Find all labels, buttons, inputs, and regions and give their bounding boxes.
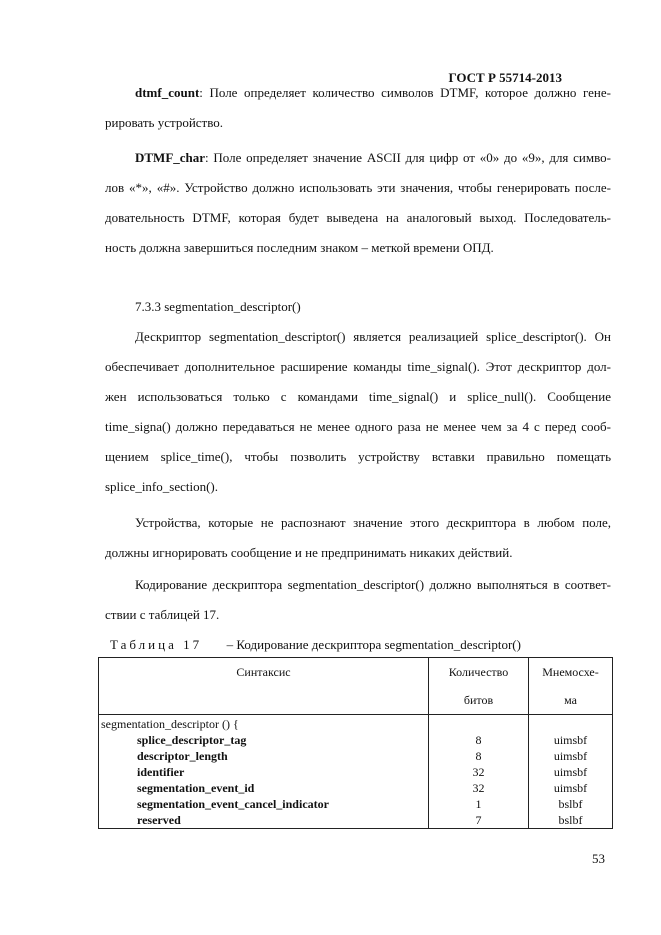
page-number: 53 <box>592 851 605 866</box>
bits-cell: 7 <box>475 813 482 827</box>
paragraph-dtmf-char <box>105 143 611 263</box>
paragraph-line: Дескриптор segmentation_descriptor() является реализацией splice_descriptor(). Он <box>135 329 611 344</box>
document-id-header: ГОСТ Р 55714-2013 <box>448 70 562 85</box>
paragraph-line: щением splice_time(), чтобы позволить устройству вставки правильно помещать <box>105 449 611 464</box>
bits-cell: 8 <box>475 733 482 747</box>
table-caption <box>110 637 521 653</box>
paragraph-line: ствии с таблицей 17. <box>105 607 220 622</box>
paragraph-line: time_signa() должно передаваться не менее одного раза не менее чем за 4 с перед сооб- <box>105 419 611 434</box>
bits-cell: 32 <box>472 781 485 795</box>
bits-cell: 8 <box>475 749 482 763</box>
table-row <box>99 715 613 829</box>
mnemonic-cell: uimsbf <box>553 781 588 795</box>
syntax-cell: descriptor_length <box>137 749 228 763</box>
section-heading <box>105 292 611 322</box>
paragraph-line: рировать устройство. <box>105 115 224 130</box>
table-caption-text: – Кодирование дескриптора segmentation_descriptor() <box>226 637 521 652</box>
paragraph-line: splice_info_section(). <box>105 479 218 494</box>
table-caption-label: Таблица 17 <box>110 637 203 652</box>
header-bits: Количество битов <box>429 658 529 715</box>
bits-cell: 32 <box>472 765 485 779</box>
syntax-cell: segmentation_event_cancel_indicator <box>137 797 329 811</box>
paragraph-line: Устройства, которые не распознают значение этого дескриптора в любом поле, <box>135 515 611 530</box>
mnemonic-cell <box>529 716 612 732</box>
mnemonic-cell: bslbf <box>558 797 583 811</box>
paragraph-line: лов «*», «#». Устройство должно использовать эти значения, чтобы генерировать после- <box>105 180 611 195</box>
paragraph-line: Кодирование дескриптора segmentation_descriptor() должно выполняться в соответ- <box>135 577 611 592</box>
syntax-cell: segmentation_descriptor () { <box>101 717 239 731</box>
paragraph-line: должны игнорировать сообщение и не предпринимать никаких действий. <box>105 545 513 560</box>
paragraph-line: жен использоваться только с командами time_signal() и splice_null(). Сообщение <box>105 389 611 404</box>
syntax-cell: segmentation_event_id <box>137 781 255 795</box>
mnemonic-cell: uimsbf <box>553 733 588 747</box>
term-dtmf-char: DTMF_char <box>135 150 206 165</box>
section-heading-text: 7.3.3 segmentation_descriptor() <box>135 299 301 314</box>
bits-cell: 1 <box>475 797 482 811</box>
term-dtmf-count: dtmf_count <box>135 85 200 100</box>
paragraph-encoding <box>105 570 611 630</box>
mnemonic-cell: bslbf <box>558 813 583 827</box>
syntax-column <box>99 715 429 829</box>
paragraph-devices <box>105 508 611 568</box>
paragraph-line: dtmf_count: Поле определяет количество символов DTMF, которое должно гене- <box>135 85 611 100</box>
mnemonic-column <box>529 715 613 829</box>
syntax-cell: splice_descriptor_tag <box>137 733 247 747</box>
table-header-row <box>99 658 613 715</box>
header-mnemonic: Мнемосхе- ма <box>529 658 613 715</box>
syntax-cell: reserved <box>137 813 181 827</box>
paragraph-segmentation-descriptor <box>105 322 611 502</box>
bits-column <box>429 715 529 829</box>
paragraph-line: ность должна завершиться последним знаком – меткой времени ОПД. <box>105 240 494 255</box>
mnemonic-cell: uimsbf <box>553 749 588 763</box>
header-syntax: Синтаксис <box>99 658 429 715</box>
syntax-cell: identifier <box>137 765 185 779</box>
paragraph-line: обеспечивает дополнительное расширение команды time_signal(). Этот дескриптор дол- <box>105 359 611 374</box>
syntax-table <box>98 657 613 829</box>
paragraph-line: DTMF_char: Поле определяет значение ASCII для цифр от «0» до «9», для симво- <box>135 150 611 165</box>
paragraph-dtmf-count <box>105 78 611 138</box>
bits-cell <box>429 716 528 732</box>
paragraph-line: довательность DTMF, которая будет выведена на аналоговый выход. Последователь- <box>105 210 611 225</box>
mnemonic-cell: uimsbf <box>553 765 588 779</box>
